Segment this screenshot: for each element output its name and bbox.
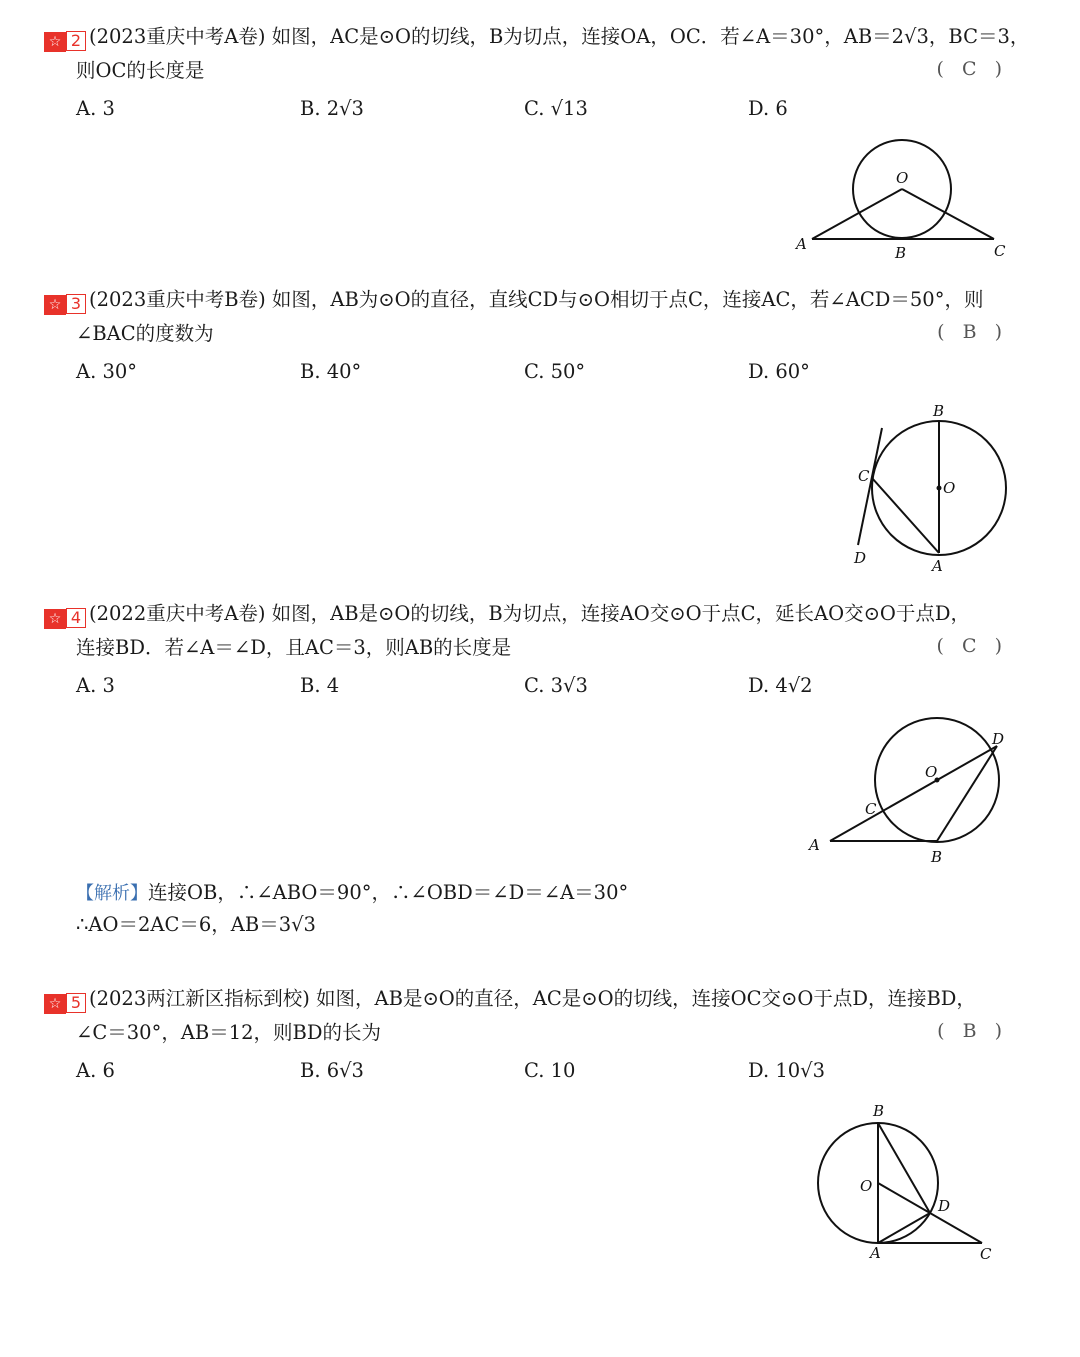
segment-bd [878,1123,930,1213]
label-c: C [865,800,877,818]
option-a: A. 3 [76,97,115,120]
label-b: B [933,402,945,420]
label-d: D [854,549,867,567]
question-5-answer: ( B ) [937,1020,1008,1042]
question-4-line2: 连接BD．若∠A＝∠D，且AC＝3，则AB的长度是 [76,636,512,659]
analysis-text: 连接OB，∴∠ABO＝90°，∴∠OBD＝∠D＝∠A＝30° [148,881,629,904]
question-3-line1 [44,287,983,316]
question-4-line1 [44,601,970,630]
label-a: A [809,836,820,854]
question-text: (2023重庆中考A卷) 如图，AC是⊙O的切线，B为切点，连接OA，OC．若∠A＝30°，AB＝2√3，BC＝3， [89,25,1030,48]
option-a: A. 30° [76,360,138,383]
label-c: C [858,467,870,485]
segment-oa [812,189,902,239]
label-d: D [992,730,1005,748]
option-b: B. 6√3 [300,1059,364,1082]
question-badge [44,989,86,1015]
star-icon: ☆ [44,295,66,315]
question-text: (2022重庆中考A卷) 如图，AB是⊙O的切线，B为切点，连接AO交⊙O于点C，延长AO交⊙O于点D， [89,602,971,625]
question-4-analysis-line1 [76,880,628,907]
question-4-analysis-line2: ∴AO＝2AC＝6，AB＝3√3 [76,913,316,936]
option-d: D. 4√2 [748,674,813,697]
option-b: B. 40° [300,360,362,383]
label-a: A [932,557,943,575]
segment-ad [878,1213,930,1243]
star-icon: ☆ [44,994,66,1014]
question-text: (2023重庆中考B卷) 如图，AB为⊙O的直径，直线CD与⊙O相切于点C，连接AC，若∠ACD＝50°，则 [89,288,984,311]
question-3-line2: ∠BAC的度数为 [76,322,214,345]
segment-bd [937,746,997,841]
question-4-figure [800,710,1015,870]
question-number: 3 [66,294,86,314]
question-4-answer: ( C ) [936,635,1008,657]
label-o: O [925,763,938,781]
question-text: (2023两江新区指标到校) 如图，AB是⊙O的直径，AC是⊙O的切线，连接OC交⊙O于点D，连接BD， [89,987,976,1010]
option-c: C. 3√3 [524,674,588,697]
label-a: A [796,235,807,253]
option-a: A. 6 [76,1059,115,1082]
option-c: C. 10 [524,1059,576,1082]
question-badge [44,290,86,316]
label-b: B [931,848,943,866]
option-b: B. 2√3 [300,97,364,120]
label-o: O [943,479,956,497]
option-d: D. 6 [748,97,788,120]
segment-oc [902,189,994,239]
question-badge [44,27,86,53]
option-a: A. 3 [76,674,115,697]
chord-ac [872,478,939,553]
question-number: 5 [66,993,86,1013]
star-icon: ☆ [44,609,66,629]
label-o: O [896,169,909,187]
question-2-line2: 则OC的长度是 [76,59,205,82]
label-a: A [870,1244,881,1262]
option-d: D. 10√3 [748,1059,825,1082]
question-2-answer: ( C ) [936,58,1008,80]
label-d: D [938,1197,951,1215]
option-c: C. √13 [524,97,588,120]
question-number: 2 [66,31,86,51]
star-icon: ☆ [44,32,66,52]
question-5-figure [800,1095,1010,1270]
label-o: O [860,1177,873,1195]
question-number: 4 [66,608,86,628]
option-c: C. 50° [524,360,586,383]
question-3-figure [840,400,1020,580]
option-b: B. 4 [300,674,340,697]
label-b: B [873,1102,885,1120]
line-ad [830,746,997,841]
label-b: B [895,244,907,262]
option-d: D. 60° [748,360,810,383]
label-c: C [980,1245,992,1263]
question-2-figure [790,135,1020,265]
question-2-line1 [44,24,1029,53]
question-5-line2: ∠C＝30°，AB＝12，则BD的长为 [76,1021,382,1044]
label-c: C [994,242,1006,260]
analysis-tag: 【解析】 [76,883,148,904]
question-5-line1 [44,986,976,1015]
center-dot [937,486,942,491]
question-badge [44,604,86,630]
question-3-answer: ( B ) [937,321,1008,343]
